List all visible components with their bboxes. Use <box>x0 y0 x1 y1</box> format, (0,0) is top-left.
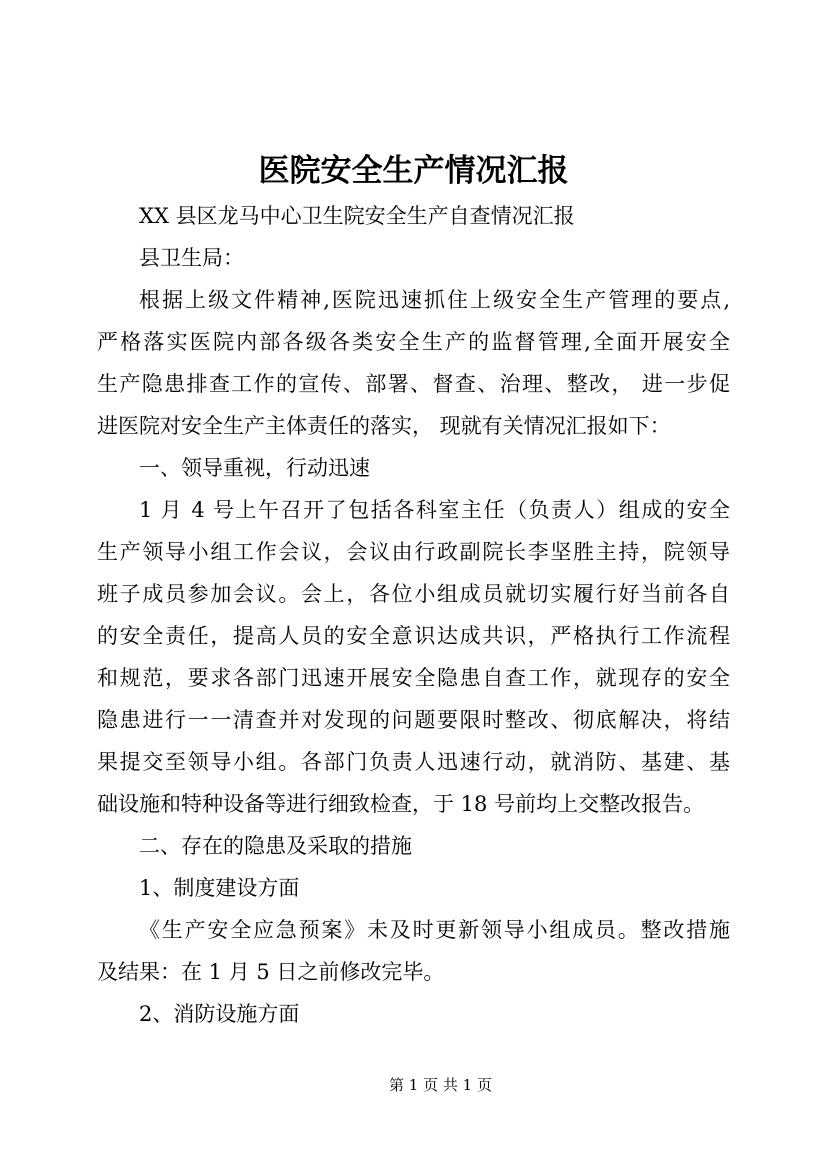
text-line: 1、制度建设方面 <box>139 876 300 900</box>
text-line: 和规范，要求各部门迅速开展安全隐患自查工作，就现存的安全 <box>97 666 730 690</box>
document-body <box>97 195 730 1035</box>
text-line: 及结果：在 1 月 5 日之前修改完毕。 <box>97 960 445 984</box>
document-content <box>97 148 730 1035</box>
paragraph-subtitle <box>97 195 730 237</box>
text-line: 县卫生局： <box>139 246 244 270</box>
text-line: 生产领导小组工作会议，会议由行政副院长李坚胜主持，院领导 <box>97 540 730 564</box>
text-line: 2、消防设施方面 <box>139 1002 300 1026</box>
paragraph-measure-1 <box>97 909 730 993</box>
text-line: 二、存在的隐患及采取的措施 <box>139 834 412 858</box>
text-line: 生产隐患排查工作的宣传、部署、督查、治理、整改， 进一步促 <box>97 372 730 396</box>
text-line: 进医院对安全生产主体责任的落实， 现就有关情况汇报如下： <box>97 414 671 438</box>
text-line: 础设施和特种设备等进行细致检查，于 18 号前均上交整改报告。 <box>97 792 705 816</box>
paragraph-section-1 <box>97 489 730 825</box>
page-number: 第 1 页 共 1 页 <box>389 1076 492 1094</box>
paragraph-intro <box>97 279 730 447</box>
paragraph-heading-1 <box>97 447 730 489</box>
paragraph-heading-2 <box>97 825 730 867</box>
document-title: 医院安全生产情况汇报 <box>258 153 569 189</box>
paragraph-subheading-1 <box>97 867 730 909</box>
text-line: 一、领导重视，行动迅速 <box>139 456 370 480</box>
text-line: 《生产安全应急预案》未及时更新领导小组成员。整改措施 <box>139 918 730 942</box>
text-line: 1 月 4 号上午召开了包括各科室主任（负责人）组成的安全 <box>139 498 730 522</box>
paragraph-subheading-2 <box>97 993 730 1035</box>
text-line: 的安全责任，提高人员的安全意识达成共识，严格执行工作流程 <box>97 624 730 648</box>
page-footer <box>124 1074 757 1096</box>
text-line: 果提交至领导小组。各部门负责人迅速行动，就消防、基建、基 <box>97 750 730 774</box>
paragraph-salutation <box>97 237 730 279</box>
text-line: 严格落实医院内部各级各类安全生产的监督管理,全面开展安全 <box>97 330 730 354</box>
text-line: 根据上级文件精神,医院迅速抓住上级安全生产管理的要点, <box>139 288 730 312</box>
text-line: XX 县区龙马中心卫生院安全生产自查情况汇报 <box>139 204 575 228</box>
text-line: 隐患进行一一清查并对发现的问题要限时整改、彻底解决，将结 <box>97 708 730 732</box>
text-line: 班子成员参加会议。会上，各位小组成员就切实履行好当前各自 <box>97 582 730 606</box>
